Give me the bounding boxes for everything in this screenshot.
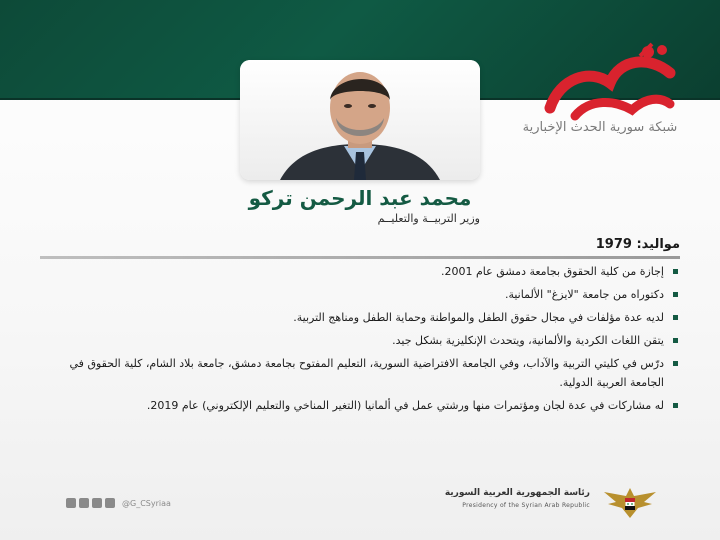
- bio-item: له مشاركات في عدة لجان ومؤتمرات منها ورشتي عمل في ألمانيا (التغير المناخي والتعليم الإلكتروني) عام 2019.: [40, 396, 680, 415]
- birth-year: مواليد: 1979: [595, 237, 680, 252]
- presidency-footer: [420, 484, 660, 520]
- presidency-name-en: Presidency of the Syrian Arab Republic: [462, 502, 590, 509]
- portrait-image: [240, 60, 480, 180]
- bio-list: [40, 262, 680, 419]
- twitter-icon[interactable]: [79, 498, 89, 508]
- minister-title: وزير التربيــة والتعليــم: [377, 212, 480, 225]
- youtube-icon[interactable]: [92, 498, 102, 508]
- birth-row: [40, 237, 680, 259]
- bio-item: إجازة من كلية الحقوق بجامعة دمشق عام 2001.: [40, 262, 680, 281]
- network-subtitle: شبكة سورية الحدث الإخبارية: [522, 120, 678, 135]
- bio-item: دكتوراه من جامعة "لايزغ" الألمانية.: [40, 285, 680, 304]
- social-handle[interactable]: @G_CSyriaa: [122, 498, 171, 508]
- eagle-emblem-icon: [600, 484, 660, 520]
- minister-name: محمد عبد الرحمن تركو: [248, 186, 472, 210]
- bio-item: يتقن اللغات الكردية والألمانية، ويتحدث الإنكليزية بشكل جيد.: [40, 331, 680, 350]
- bio-item: لديه عدة مؤلفات في مجال حقوق الطفل والمواطنة وحماية الطفل ومناهج التربية.: [40, 308, 680, 327]
- instagram-icon[interactable]: [105, 498, 115, 508]
- facebook-icon[interactable]: [66, 498, 76, 508]
- bio-item: درّس في كليتي التربية والآداب، وفي الجامعة الافتراضية السورية، التعليم المفتوح بجامعة دمشق، جامعة بلاد الشام، كلية الحقوق في الجامعة العربية الدولية.: [40, 354, 680, 392]
- portrait-card: [240, 60, 480, 180]
- divider: [40, 256, 680, 259]
- social-links: [66, 498, 171, 508]
- presidency-name-ar: رئاسة الجمهورية العربية السورية: [444, 488, 590, 498]
